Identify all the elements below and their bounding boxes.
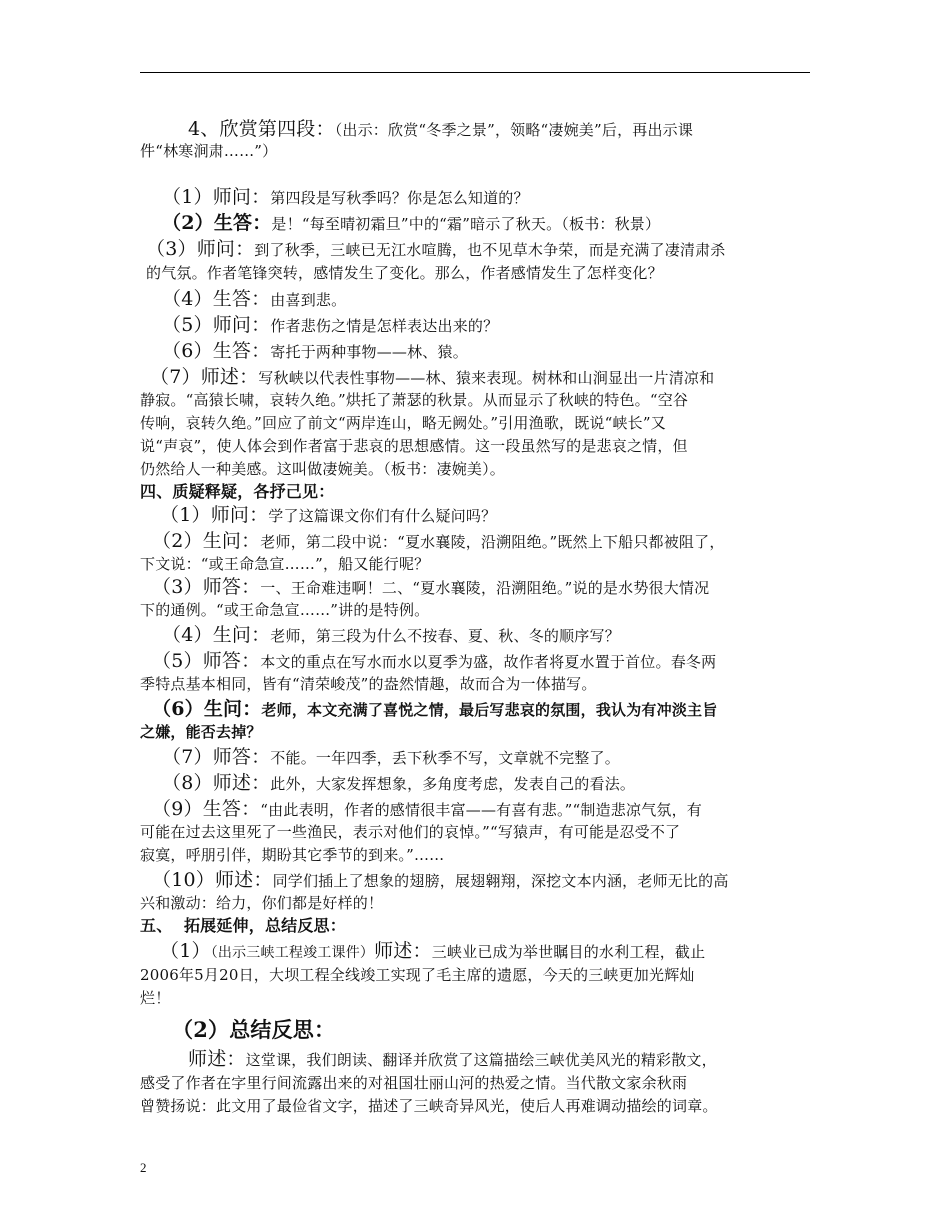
r2-line-cont: 下文说：“或王命急宣……”，船又能行呢？ (140, 555, 430, 573)
q1-line: （1）师问：第四段是写秋季吗？你是怎么知道的？ (162, 186, 529, 208)
q7-line: （7）师述：写秋峡以代表性事物——林、猿来表现。树林和山涧显出一片清凉和 (150, 366, 715, 388)
paragraph-4-heading-cont: 件“林寒涧肃……”） (140, 142, 278, 160)
q3-line: （3）师问：到了秋季，三峡已无江水喧腾，也不见草木争荣，而是充满了凄清肃杀 (146, 238, 726, 260)
r7-line: （7）师答：不能。一年四季，丢下秋季不写，文章就不完整了。 (162, 746, 620, 768)
r6-line: （6）生问：老师，本文充满了喜悦之情，最后写悲哀的氛围，我认为有冲淡主旨 (152, 698, 718, 720)
r9-line-3: 寂寞，呼朋引伴，期盼其它季节的到来。”…… (140, 846, 445, 864)
section-5-heading: 五、 拓展延伸，总结反思： (140, 916, 346, 935)
r4-line: （4）生问：老师，第三段为什么不按春、夏、秋、冬的顺序写？ (162, 624, 620, 646)
page-number: 2 (140, 1160, 147, 1175)
q7-line-2: 静寂。“高猿长啸，哀转久绝。”烘托了萧瑟的秋景。从而显示了秋峡的特色。“空谷 (140, 391, 689, 409)
r9-line: （9）生答：“由此表明，作者的感情很丰富——有喜有悲。”“制造悲凉气氛，有 (152, 798, 703, 820)
summary-heading: （2）总结反思： (172, 1017, 336, 1042)
r9-line-2: 可能在过去这里死了一些渔民，表示对他们的哀悼。”“写猿声，有可能是忍受不了 (140, 823, 681, 841)
summary-line-1: 师述：这堂课，我们朗读、翻译并欣赏了这篇描绘三峡优美风光的精彩散文， (188, 1048, 717, 1070)
section-4-heading: 四、质疑释疑，各抒己见： (140, 482, 335, 501)
q7-line-3: 传响，哀转久绝。”回应了前文“两岸连山，略无阙处。”引用渔歌，既说“峡长”又 (140, 414, 666, 432)
summary-line-2: 感受了作者在字里行间流露出来的对祖国壮丽山河的热爱之情。当代散文家余秋雨 (140, 1074, 688, 1092)
r3-line-cont: 下的通例。“或王命急宣……”讲的是特例。 (140, 601, 430, 619)
q6-line: （6）生答：寄托于两种事物——林、猿。 (162, 340, 468, 362)
r5-line-cont: 季特点基本相同，皆有“清荣峻茂”的盎然情趣，故而合为一体描写。 (140, 675, 597, 693)
q7-line-4: 说“声哀”，使人体会到作者富于悲哀的思想感情。这一段虽然写的是悲哀之情，但 (140, 437, 688, 455)
r10-line-cont: 兴和激动：给力，你们都是好样的！ (140, 894, 384, 912)
r5-line: （5）师答：本文的重点在写水而水以夏季为盛，故作者将夏水置于首位。春冬两 (152, 650, 717, 672)
summary-line-3: 曾赞扬说：此文用了最俭省文字，描述了三峡奇异风光，使后人再难调动描绘的词章。 (140, 1097, 718, 1115)
q2-line: （2）生答：是！“每至晴初霜旦”中的“霜”暗示了秋天。（板书：秋景） (162, 212, 661, 234)
r1-line: （1）师问：学了这篇课文你们有什么疑问吗？ (160, 504, 497, 526)
paragraph-4-heading: 4、欣赏第四段：（出示：欣赏“冬季之景”，领略“凄婉美”后，再出示课 (188, 118, 694, 140)
q7-line-5: 仍然给人一种美感。这叫做凄婉美。（板书：凄婉美）。 (140, 460, 506, 478)
header-rule (140, 72, 810, 73)
s1-line-2: 2006年5月20日，大坝工程全线竣工实现了毛主席的遗愿，今天的三峡更加光辉灿 (140, 966, 695, 984)
r2-line: （2）生问：老师，第二段中说：“夏水襄陵，沿溯阻绝。”既然上下船只都被阻了， (152, 530, 725, 552)
s1-line: （1）（出示三峡工程竣工课件）师述：三峡业已成为举世瞩目的水利工程，截止 (160, 940, 706, 962)
r10-line: （10）师述：同学们插上了想象的翅膀，展翅翱翔，深挖文本内涵，老师无比的高 (152, 869, 729, 891)
q4-line: （4）生答：由喜到悲。 (162, 288, 347, 310)
s1-line-3: 烂！ (140, 989, 171, 1007)
q5-line: （5）师问：作者悲伤之情是怎样表达出来的？ (162, 314, 499, 336)
q3-line-cont: 的气氛。作者笔锋突转，感情发生了变化。那么，作者感情发生了怎样变化？ (146, 264, 663, 282)
r3-line: （3）师答：一、王命难违啊！二、“夏水襄陵，沿溯阻绝。”说的是水势很大情况 (152, 576, 710, 598)
r8-line: （8）师述：此外，大家发挥想象，多角度考虑，发表自己的看法。 (162, 772, 636, 794)
r6-line-cont: 之嫌，能否去掉？ (140, 723, 262, 741)
